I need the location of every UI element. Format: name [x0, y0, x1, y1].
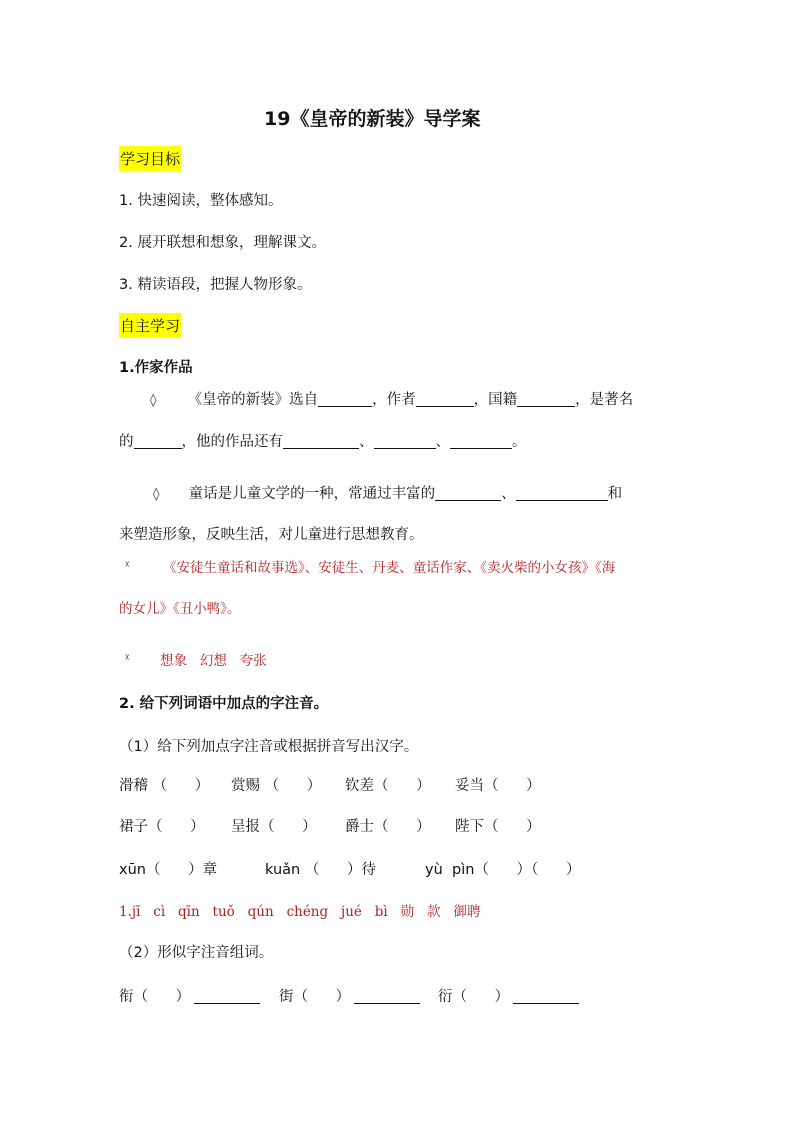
pinyin-item: 赏赐 （ ）	[231, 778, 322, 794]
answer-text: 1.jī cì qīn tuǒ qún chéng jué bì 勋 款 御聘	[119, 904, 481, 920]
answer-blank[interactable]	[416, 392, 474, 407]
answer-text: 想象 幻想 夸张	[160, 653, 267, 669]
paragraph-text: 来塑造形象，反映生活，对儿童进行思想教育。	[119, 527, 424, 543]
question-title: 2. 给下列词语中加点的字注音。	[119, 696, 329, 712]
goal-item: 2. 展开联想和想象，理解课文。	[119, 235, 326, 251]
answer-text: 《安徒生童话和故事选》、安徒生、丹麦、童话作家、《卖火柴的小女孩》《海	[163, 560, 616, 576]
word-item: 街（ ）	[279, 985, 420, 1006]
answer-blank[interactable]	[435, 486, 501, 501]
pinyin-item: 裙子（ ）	[119, 819, 205, 835]
pinyin-item: 呈报（ ）	[231, 819, 317, 835]
pinyin-item: 爵士（ ）	[345, 819, 431, 835]
answer-blank[interactable]	[374, 434, 436, 449]
sub-question: （1）给下列加点字注音或根据拼音写出汉字。	[119, 739, 419, 755]
fill-in-paragraph: ◊ 《皇帝的新装》选自 ，作者 ，国籍 ，是著名	[150, 392, 634, 408]
diamond-bullet-icon: ◊	[150, 393, 157, 408]
answer-marker-icon: ᵡ	[125, 558, 130, 572]
pinyin-item: kuǎn （ ）待	[265, 862, 376, 878]
answer-blank[interactable]	[354, 989, 420, 1004]
pinyin-item: xūn（ ）章	[119, 862, 218, 878]
answer-text: 的女儿》《丑小鸭》。	[119, 601, 241, 617]
answer-blank[interactable]	[283, 434, 359, 449]
word-item: 衔（ ）	[119, 985, 260, 1006]
page-title: 19《皇帝的新装》导学案	[264, 108, 481, 130]
answer-blank[interactable]	[318, 392, 372, 407]
answer-blank[interactable]	[517, 392, 575, 407]
pinyin-item: 滑稽 （ ）	[119, 778, 210, 794]
answer-marker-icon: ᵡ	[125, 651, 130, 665]
word-item: 衍（ ）	[438, 985, 579, 1006]
answer-blank[interactable]	[516, 486, 608, 501]
section-heading-self-study: 自主学习	[119, 313, 181, 338]
section-heading-goals: 学习目标	[119, 146, 181, 171]
pinyin-item: 钦差（ ）	[345, 778, 431, 794]
answer-blank[interactable]	[450, 434, 512, 449]
sub-question: （2）形似字注音组词。	[119, 945, 274, 961]
goal-item: 3. 精读语段，把握人物形象。	[119, 277, 312, 293]
diamond-bullet-icon: ◊	[153, 487, 160, 502]
answer-blank[interactable]	[134, 434, 182, 449]
pinyin-item: yù pìn（ ）（ ）	[425, 862, 581, 878]
pinyin-item: 陛下（ ）	[455, 819, 541, 835]
pinyin-item: 妥当（ ）	[455, 778, 541, 794]
answer-blank[interactable]	[513, 989, 579, 1004]
fill-in-paragraph-continued: 的 ，他的作品还有 、 、 。	[119, 434, 527, 450]
goal-item: 1. 快速阅读，整体感知。	[119, 193, 283, 209]
fill-in-paragraph: ◊ 童话是儿童文学的一种，常通过丰富的 、 和	[153, 486, 623, 502]
answer-blank[interactable]	[194, 989, 260, 1004]
question-title: 1.作家作品	[119, 360, 193, 376]
